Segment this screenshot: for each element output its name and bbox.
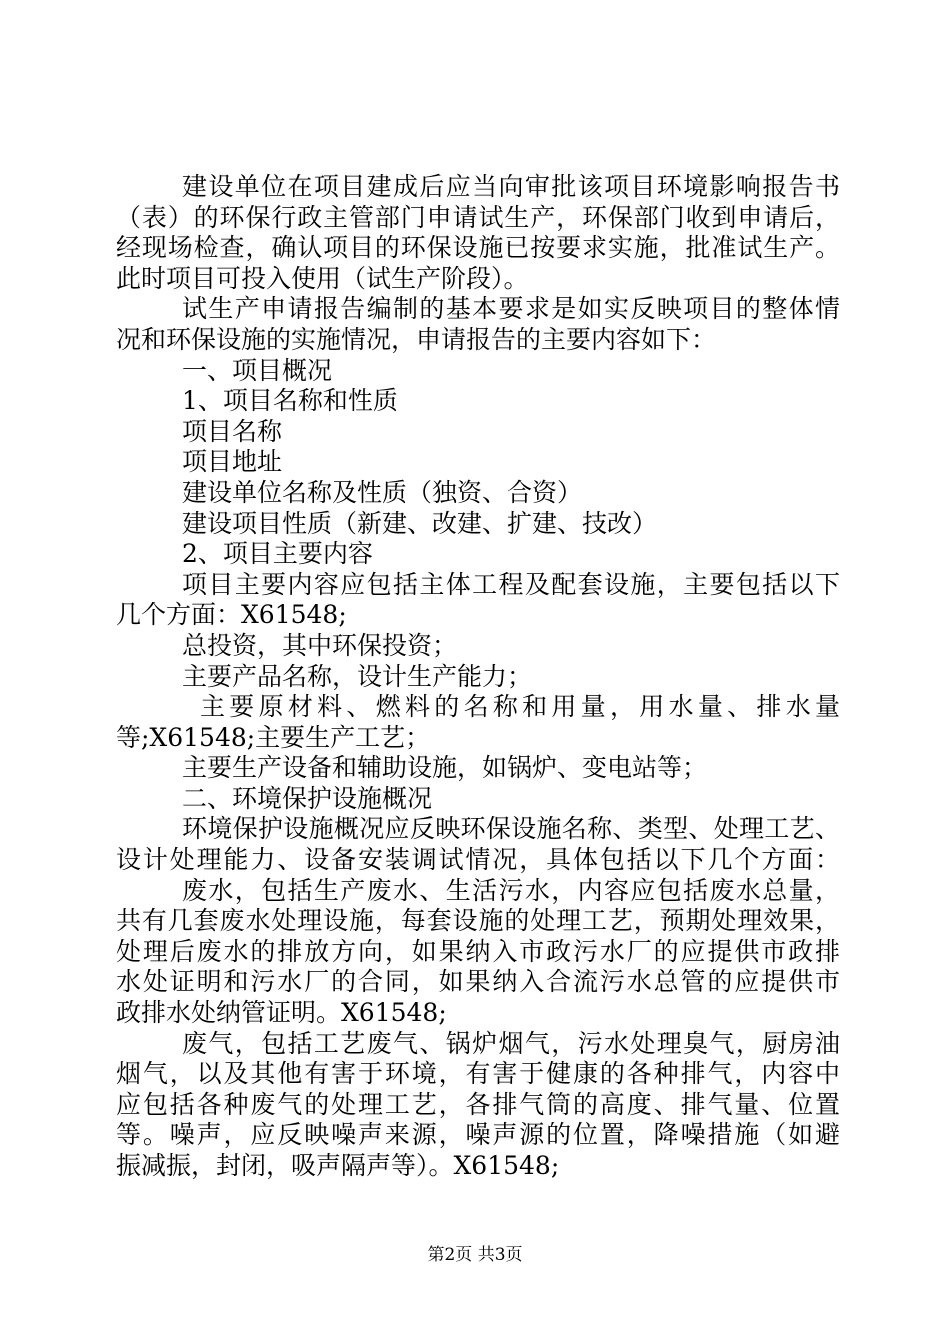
paragraph-line: 建设项目性质（新建、改建、扩建、技改） <box>182 508 658 538</box>
section-heading: 二、环境保护设施概况 <box>182 783 433 813</box>
paragraph-line: 处理后废水的排放方向，如果纳入市政污水厂的应提供市政排 <box>116 936 840 966</box>
paragraph-line: 经现场检查，确认项目的环保设施已按要求实施，批准试生产。 <box>116 233 840 263</box>
paragraph-line: 建设单位在项目建成后应当向审批该项目环境影响报告书 <box>182 172 840 201</box>
paragraph-line: 几个方面：X61548; <box>116 600 347 630</box>
section-heading: 一、项目概况 <box>182 355 333 385</box>
paragraph-line: 主要原材料、燃料的名称和用量，用水量、排水量 <box>200 692 840 722</box>
paragraph-line: 况和环保设施的实施情况，申请报告的主要内容如下： <box>116 324 717 354</box>
paragraph-line: 等。噪声，应反映噪声来源，噪声源的位置，降噪措施（如避 <box>116 1120 840 1150</box>
paragraph-line: 环境保护设施概况应反映环保设施名称、类型、处理工艺、 <box>182 814 840 844</box>
paragraph-line: 试生产申请报告编制的基本要求是如实反映项目的整体情 <box>182 294 840 324</box>
paragraph-line: 主要产品名称，设计生产能力； <box>182 661 533 691</box>
paragraph-line: 建设单位名称及性质（独资、合资） <box>182 477 583 507</box>
paragraph-line: 水处证明和污水厂的合同，如果纳入合流污水总管的应提供市 <box>116 967 840 997</box>
paragraph-line: 总投资，其中环保投资； <box>182 630 458 660</box>
paragraph-line: 共有几套废水处理设施，每套设施的处理工艺，预期处理效果， <box>116 906 840 936</box>
paragraph-line: 设计处理能力、设备安装调试情况，具体包括以下几个方面： <box>116 845 840 875</box>
paragraph-line: 等;X61548;主要生产工艺； <box>116 722 431 752</box>
paragraph-line: 应包括各种废气的处理工艺，各排气筒的高度、排气量、位置 <box>116 1089 840 1119</box>
paragraph-line: （表）的环保行政主管部门申请试生产，环保部门收到申请后， <box>116 202 840 232</box>
paragraph-line: 烟气，以及其他有害于环境，有害于健康的各种排气，内容中 <box>116 1059 840 1089</box>
paragraph-line: 振减振，封闭，吸声隔声等）。X61548; <box>116 1151 560 1180</box>
paragraph-line: 项目主要内容应包括主体工程及配套设施，主要包括以下 <box>182 569 840 599</box>
paragraph-line: 主要生产设备和辅助设施，如锅炉、变电站等； <box>182 753 708 783</box>
paragraph-line: 废气，包括工艺废气、锅炉烟气，污水处理臭气，厨房油 <box>182 1028 840 1058</box>
subsection-heading: 2、项目主要内容 <box>182 539 373 569</box>
paragraph-line: 项目名称 <box>182 416 283 446</box>
paragraph-line: 政排水处纳管证明。X61548; <box>116 998 447 1028</box>
document-body <box>116 172 840 1182</box>
page-footer: 第2页 共3页 <box>427 1245 523 1265</box>
subsection-heading: 1、项目名称和性质 <box>182 386 398 416</box>
paragraph-line: 废水，包括生产废水、生活污水，内容应包括废水总量， <box>182 875 840 905</box>
paragraph-line: 此时项目可投入使用（试生产阶段）。 <box>116 263 529 293</box>
paragraph-line: 项目地址 <box>182 447 283 477</box>
